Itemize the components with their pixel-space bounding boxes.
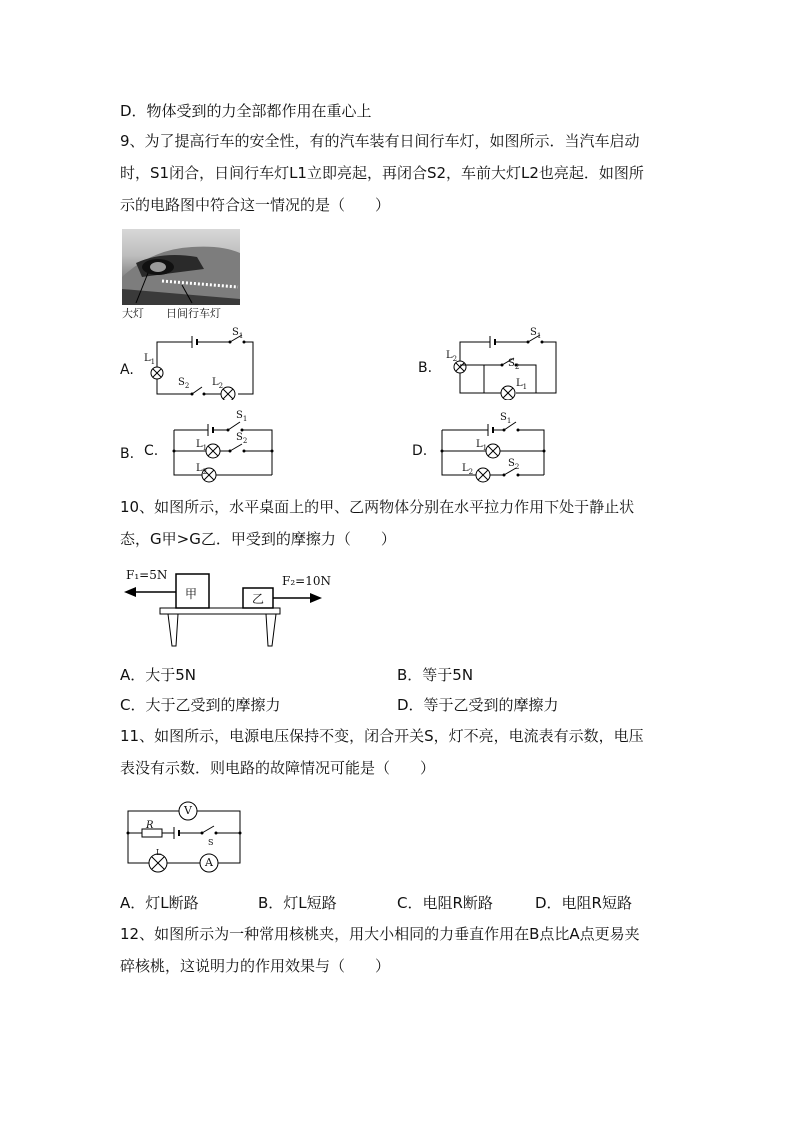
q9-option-d-label: D. — [412, 443, 428, 459]
q11-option-b: B．灯L短路 — [258, 894, 337, 912]
q9b-l2-label: $L_2$ — [446, 350, 458, 363]
q9-circuit-d — [436, 410, 551, 485]
q9-circuit-b — [440, 325, 565, 400]
q9d-s1-label: $S_1$ — [500, 412, 512, 425]
photo-label-headlight: 大灯 — [122, 307, 144, 320]
lamp-l-label: L — [156, 848, 162, 857]
photo-label-daytime-light: 日间行车灯 — [166, 307, 221, 320]
q9-option-a-label: A. — [120, 362, 134, 378]
q10-option-c: C．大于乙受到的摩擦力 — [120, 696, 281, 714]
force-f2-label: F₂=10N — [282, 574, 331, 588]
q10-text-line-2: 态，G甲>G乙．甲受到的摩擦力（ ） — [120, 530, 396, 548]
q10-option-d: D．等于乙受到的摩擦力 — [397, 696, 559, 714]
q9-text-line-2: 时，S1闭合，日间行车灯L1立即亮起，再闭合S2，车前大灯L2也亮起．如图所 — [120, 164, 644, 182]
q11-option-a: A．灯L断路 — [120, 894, 199, 912]
voltmeter-icon: V — [184, 804, 192, 817]
q9a-s2-label: $S_2$ — [178, 377, 190, 390]
q10-option-a: A．大于5N — [120, 666, 197, 684]
q9a-l2-label: $L_2$ — [212, 377, 224, 390]
force-f1-label: F₁=5N — [126, 568, 168, 582]
q11-text-line-2: 表没有示数．则电路的故障情况可能是（ ） — [120, 759, 436, 777]
q9b-s2-label: $S_2$ — [508, 358, 520, 371]
q12-text-line-2: 碎核桃，这说明力的作用效果与（ ） — [120, 957, 391, 975]
q9c-l1-label: $L_1$ — [196, 439, 208, 452]
q9d-l2-label: $L_2$ — [462, 463, 474, 476]
q9-text-line-1: 9、为了提高行车的安全性，有的汽车装有日间行车灯，如图所示．当汽车启动 — [120, 132, 640, 150]
q9-option-c-prefix: B. — [120, 446, 135, 462]
q9a-l1-label: $L_1$ — [144, 353, 156, 366]
q9c-s1-label: $S_1$ — [236, 410, 248, 423]
q9b-s1-label: $S_1$ — [530, 327, 542, 340]
option-d-q8: D．物体受到的力全部都作用在重心上 — [120, 102, 372, 120]
q9a-s1-label: $S_1$ — [232, 327, 244, 340]
q11-option-c: C．电阻R断路 — [397, 894, 493, 912]
resistor-r-label: R — [146, 820, 154, 831]
ammeter-icon: A — [205, 856, 213, 869]
q10-option-b: B．等于5N — [397, 666, 474, 684]
q9c-s2-label: $S_2$ — [236, 432, 248, 445]
q9d-s2-label: $S_2$ — [508, 458, 520, 471]
q11-text-line-1: 11、如图所示，电源电压保持不变，闭合开关S，灯不亮，电流表有示数，电压 — [120, 727, 644, 745]
q9-text-line-3: 示的电路图中符合这一情况的是（ ） — [120, 196, 391, 214]
q9-circuit-a — [140, 325, 265, 400]
q9-option-b-label: B. — [418, 360, 433, 376]
q12-text-line-1: 12、如图所示为一种常用核桃夹，用大小相同的力垂直作用在B点比A点更易夹 — [120, 925, 640, 943]
q9b-l1-label: $L_1$ — [516, 378, 528, 391]
car-headlight-photo — [122, 229, 240, 305]
q9d-l1-label: $L_1$ — [476, 439, 488, 452]
q11-option-d: D．电阻R短路 — [535, 894, 632, 912]
q9c-l2-label: $L_2$ — [196, 463, 208, 476]
q9-option-c-label: C. — [144, 443, 159, 459]
block-jia-label: 甲 — [185, 587, 198, 601]
switch-s-label: S — [208, 838, 214, 847]
q10-text-line-1: 10、如图所示，水平桌面上的甲、乙两物体分别在水平拉力作用下处于静止状 — [120, 498, 635, 516]
q9-circuit-c — [168, 410, 283, 485]
block-yi-label: 乙 — [252, 592, 265, 606]
